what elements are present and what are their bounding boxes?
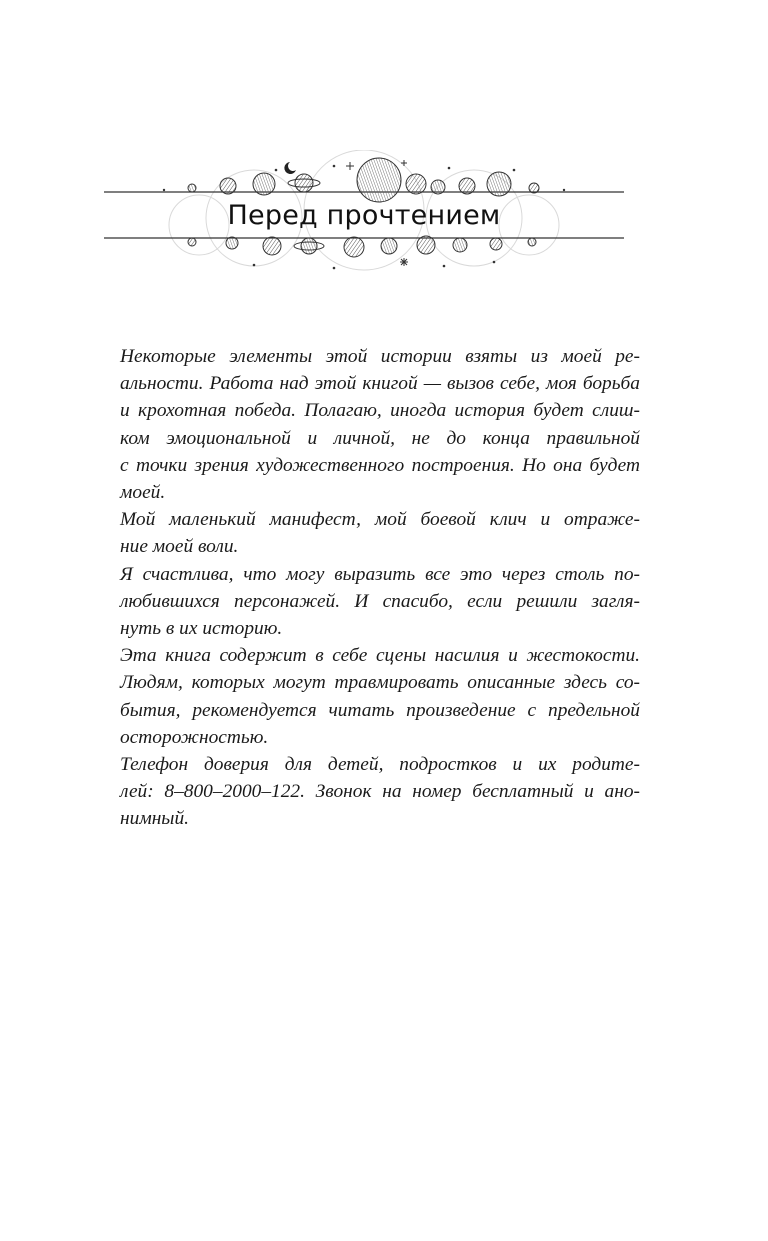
text-line: любившихся персонажей. И спасибо, если решили загля- — [120, 590, 640, 612]
paragraph — [88, 642, 640, 751]
text-line: Мой маленький манифест, мой боевой клич и отраже- — [120, 509, 640, 531]
text-line: моей. — [120, 482, 166, 504]
text-line: нуть в их историю. — [120, 618, 283, 640]
text-line: осторожностью. — [120, 726, 269, 748]
text-line: и крохотная победа. Полагаю, иногда история будет слиш- — [120, 400, 640, 422]
chapter-heading: Перед прочтением — [227, 200, 501, 231]
text-line: с точки зрения художественного построения. Но она будет — [120, 454, 640, 476]
text-line: Людям, которых могут травмировать описанные здесь со- — [120, 672, 640, 694]
text-line: бытия, рекомендуется читать произведение с предельной — [120, 699, 640, 721]
paragraph — [88, 751, 640, 833]
paragraph — [88, 343, 640, 506]
text-line: Некоторые элементы этой истории взяты из моей ре- — [120, 346, 640, 367]
text-line: Я счастлива, что могу выразить все это через столь по- — [120, 563, 640, 585]
text-line: ком эмоциональной и личной, не до конца правильной — [120, 427, 640, 449]
text-line: альности. Работа над этой книгой — вызов себе, моя борьба — [120, 373, 640, 395]
paragraph — [88, 561, 640, 643]
text-line: нимный. — [120, 808, 189, 830]
text-line: ние моей воли. — [120, 536, 239, 558]
paragraph — [88, 506, 640, 560]
text-line: лей: 8–800–2000–122. Звонок на номер бесплатный и ано- — [120, 781, 640, 803]
body-text — [88, 343, 640, 833]
text-line: Телефон доверия для детей, подростков и их родите- — [120, 754, 640, 776]
text-line: Эта книга содержит в себе сцены насилия и жестокости. — [120, 645, 640, 667]
